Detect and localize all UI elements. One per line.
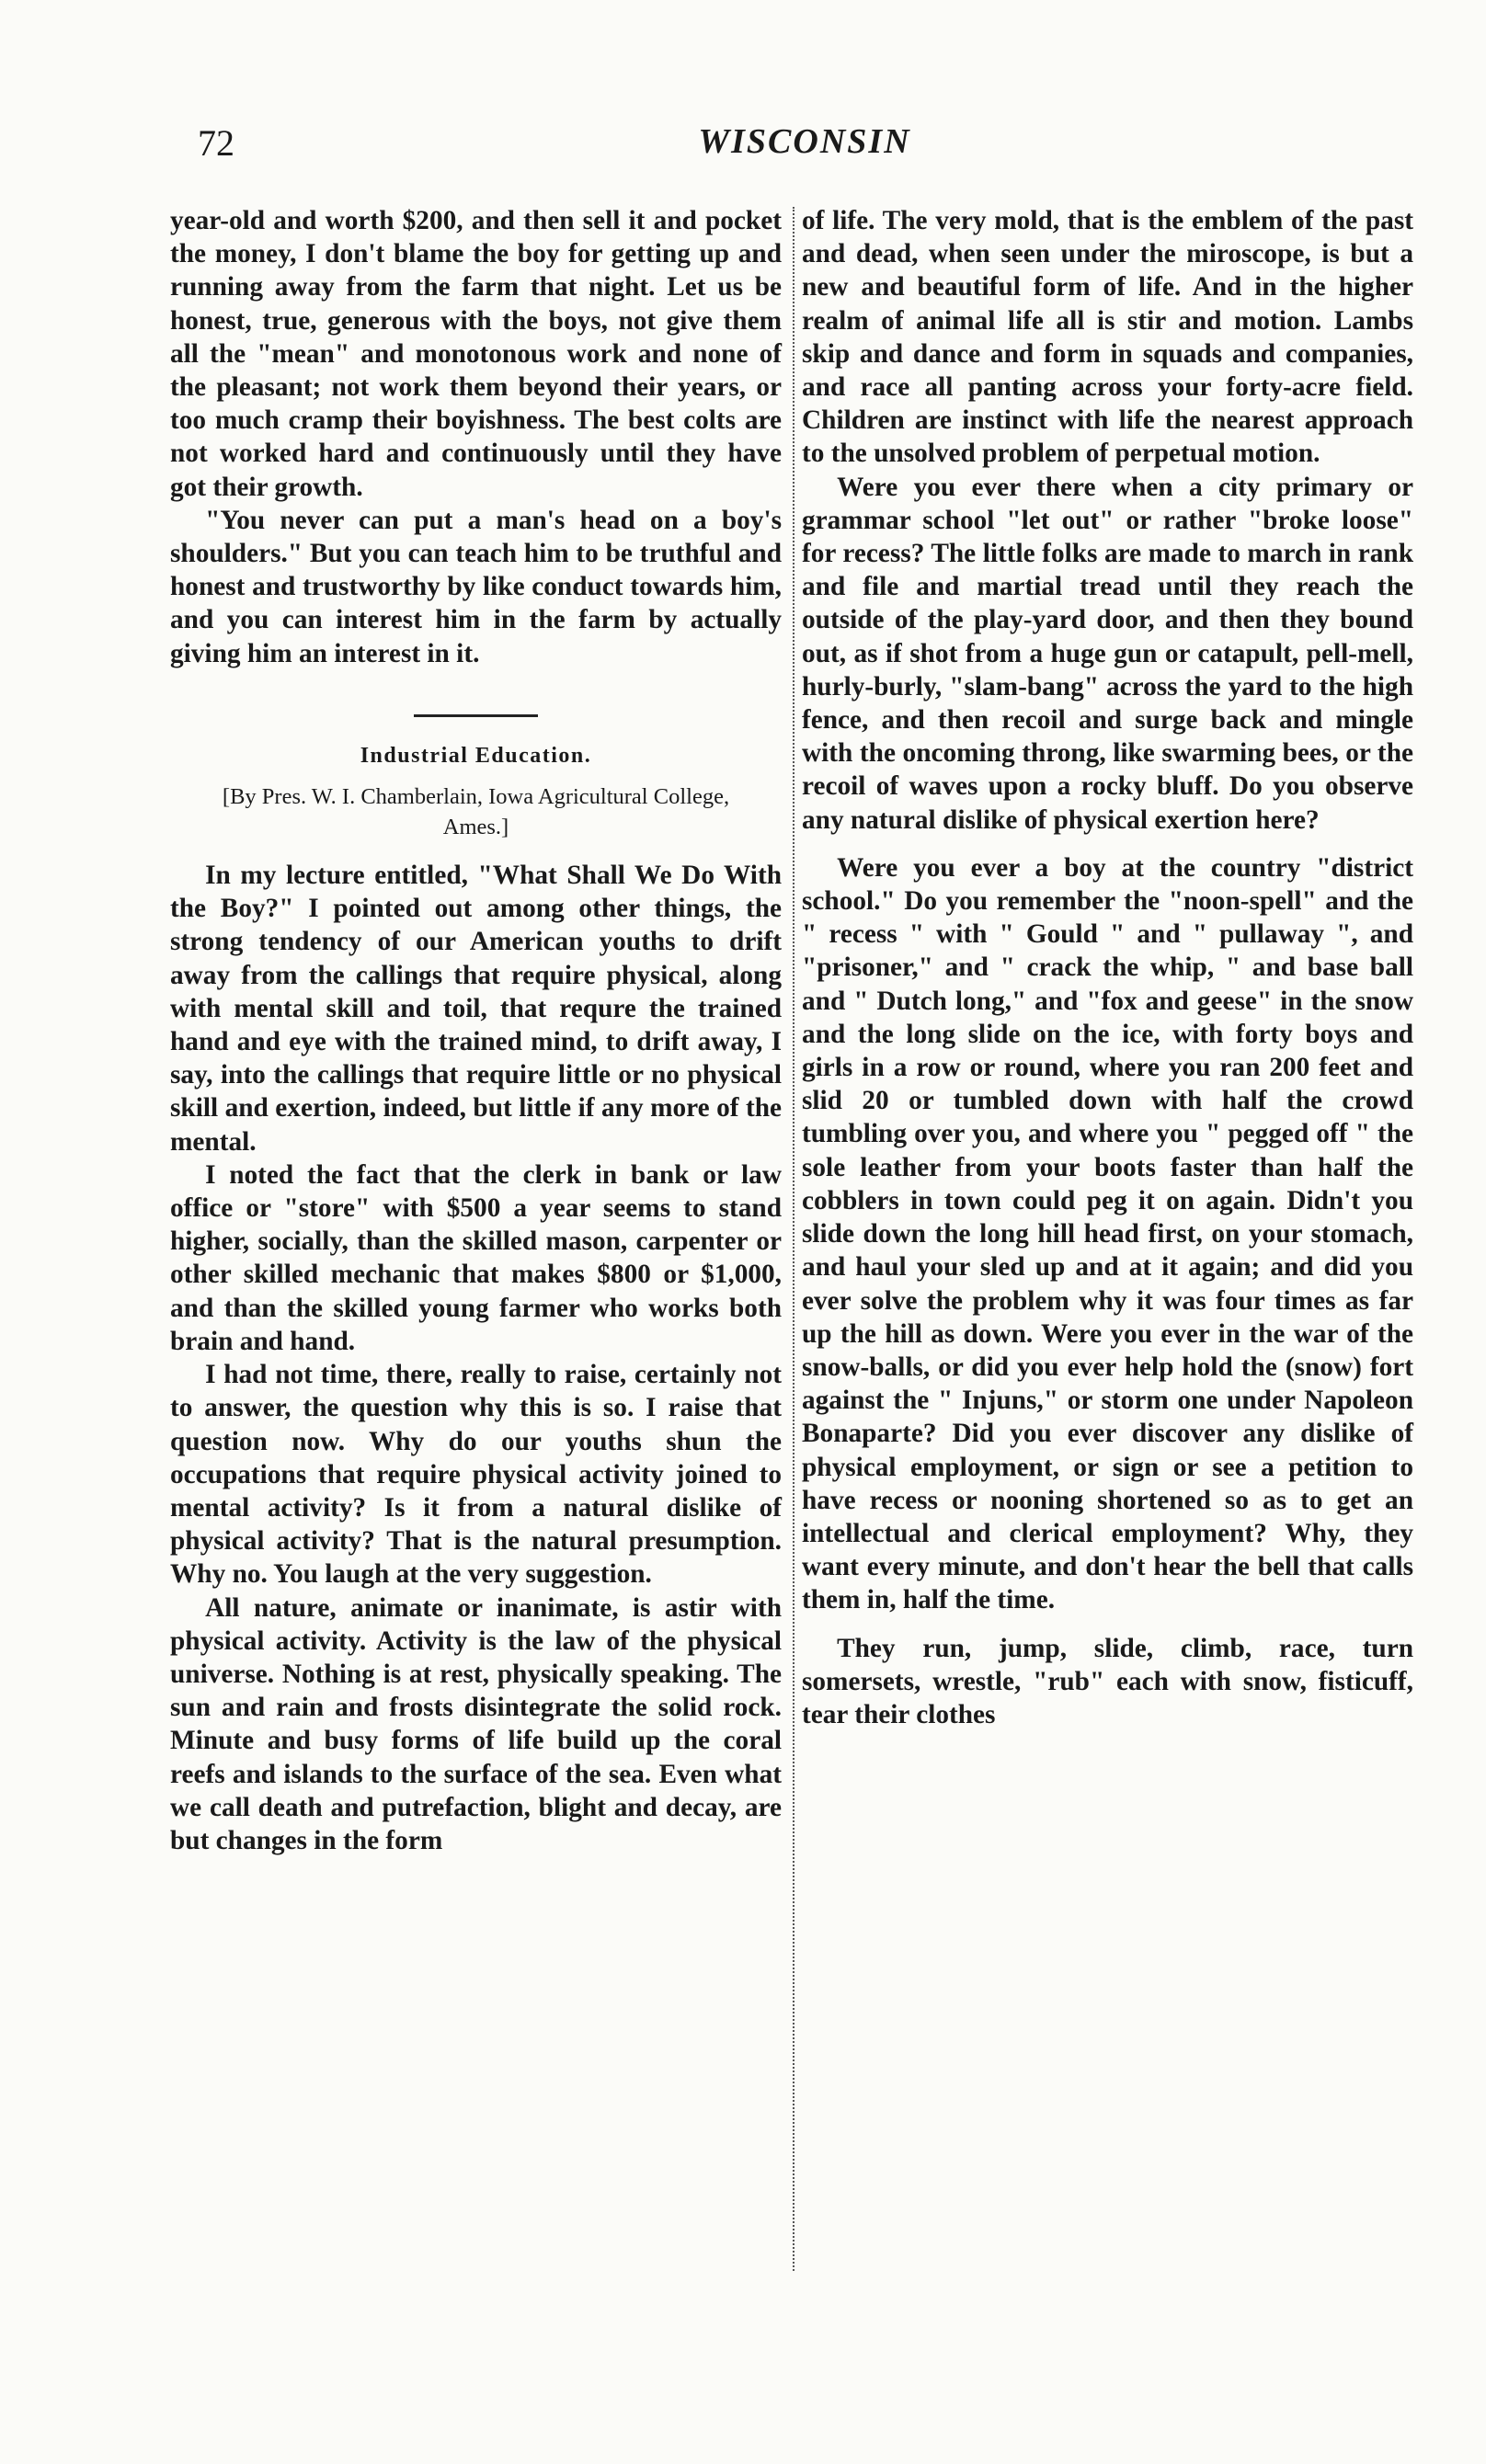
left-column	[170, 204, 782, 1857]
byline: [By Pres. W. I. Chamberlain, Iowa Agricultural College, Ames.]	[222, 784, 730, 840]
paragraph: year-old and worth $200, and then sell it and pocket the money, I don't blame the boy for getting up and running away from the farm that night. Let us be honest, true, generous with the boys, not give them all the "mean" and monotonous work and none of the pleasant; not work them beyond their years, or too much cramp their boyishness. The best colts are not worked hard and continuously until they have got their growth.	[170, 206, 782, 502]
paragraph: I had not time, there, really to raise, certainly not to answer, the question why this is so. I raise that question now. Why do our youths shun the occupations that require physical activity joined to mental activity? Is it from a natural dislike of physical activity? That is the natural presumption. Why no. You laugh at the very suggestion.	[170, 1360, 782, 1590]
section-title: Industrial Education.	[360, 743, 592, 768]
paragraph: I noted the fact that the clerk in bank or law office or "store" with $500 a year seems to stand higher, socially, than the skilled mason, carpenter or other skilled mechanic that makes $800 or $1,000, and than the skilled young farmer who works both brain and hand.	[170, 1159, 782, 1356]
page-number: 72	[198, 122, 234, 164]
paragraph: They run, jump, slide, climb, race, turn somersets, wrestle, "rub" each with snow, fisticuff, tear their clothes	[802, 1633, 1413, 1729]
column-rule	[793, 207, 794, 2271]
paragraph-gap	[802, 837, 1413, 851]
right-column	[802, 204, 1413, 1731]
running-title: WISCONSIN	[698, 122, 911, 161]
paragraph: Were you ever there when a city primary or grammar school "let out" or rather "broke loose" for recess? The little folks are made to march in rank and file and martial tread until they reach the outside of the play-yard door, and then they bound out, as if shot from a huge gun or catapult, pell-mell, hurly-burly, "slam-bang" across the yard to the high fence, and then recoil and surge back and mingle with the oncoming throng, like swarming bees, or the recoil of waves upon a rocky bluff. Do you observe any natural dislike of physical exertion here?	[802, 472, 1413, 835]
paragraph-gap	[802, 1617, 1413, 1632]
page-header	[198, 121, 1412, 177]
paragraph: In my lecture entitled, "What Shall We Do With the Boy?" I pointed out among other things, the strong tendency of our American youths to drift away from the callings that require physical, along with mental skill and toil, that requre the trained hand and eye with the trained mind, to drift away, I say, into the callings that require little or no physical skill and exertion, indeed, but little if any more of the mental.	[170, 861, 782, 1157]
section-divider	[414, 714, 538, 717]
paragraph: Were you ever a boy at the country "district school." Do you remember the "noon-spell" and the " recess " with " Gould " and " pullaway ", and "prisoner," and " crack the whip, " and base ball and " Dutch long," and "fox and geese" in the snow and the long slide on the ice, with forty boys and girls in a row or round, where you ran 200 feet and slid 20 or tumbled down with half the crowd tumbling over you, and where you " pegged off " the sole leather from your boots faster than half the cobblers in town could peg it on again. Didn't you slide down the long hill head first, on your stomach, and haul your sled up and at it again; and did you ever solve the problem why it was four times as far up the hill as down. Were you ever in the war of the snow-balls, or did you ever help hold the (snow) fort against the " Injuns," or storm one under Napoleon Bonaparte? Did you ever discover any dislike of physical employment, or sign or see a petition to have recess or nooning shortened so as to get an intellectual and clerical employment? Why, they want every minute, and don't hear the bell that calls them in, half the time.	[802, 852, 1413, 1615]
paragraph: All nature, animate or inanimate, is astir with physical activity. Activity is the law of the physical universe. Nothing is at rest, physically speaking. The sun and rain and frosts disintegrate the solid rock. Minute and busy forms of life build up the coral reefs and islands to the surface of the sea. Even what we call death and putrefaction, blight and decay, are but changes in the form	[170, 1592, 782, 1855]
paragraph: of life. The very mold, that is the emblem of the past and dead, when seen under the miroscope, is but a new and beautiful form of life. And in the higher realm of animal life all is stir and motion. Lambs skip and dance and form in squads and companies, and race all panting across your forty-acre field. Children are instinct with life the nearest approach to the unsolved problem of perpetual motion.	[802, 206, 1413, 469]
paragraph: "You never can put a man's head on a boy's shoulders." But you can teach him to be truthful and honest and trustworthy by like conduct towards him, and you can interest him in the farm by actually giving him an interest in it.	[170, 505, 782, 668]
